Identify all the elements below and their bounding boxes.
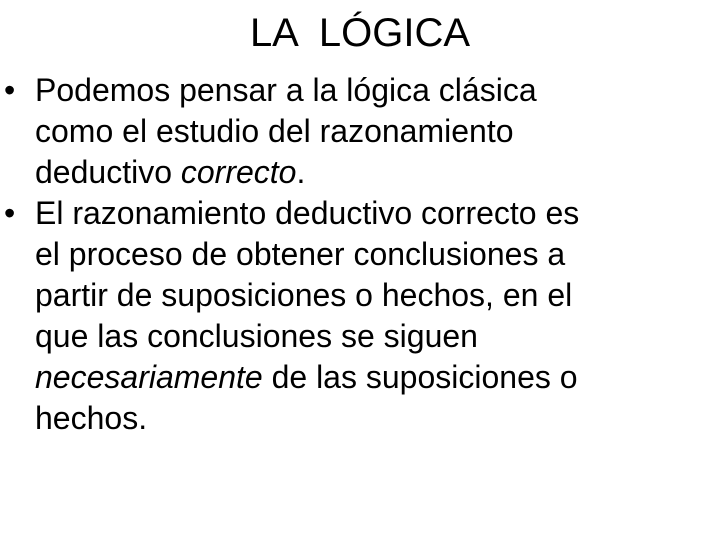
text-run: hechos. [35, 400, 148, 436]
text-run: deductivo [35, 154, 181, 190]
slide-title: LA LÓGICA [249, 11, 471, 55]
bullet-marker: • [4, 72, 16, 108]
text-run: que las conclusiones se siguen [35, 318, 478, 354]
text-run: partir de suposiciones o hechos, en el [35, 277, 573, 313]
bullet-line [35, 316, 720, 357]
bullet-line [35, 193, 720, 234]
bullet-line [35, 70, 720, 111]
text-run: . [296, 154, 306, 190]
bullet-item-2 [0, 193, 720, 439]
bullet-line [35, 357, 720, 398]
bullet-line [35, 234, 720, 275]
text-run: el proceso de obtener conclusiones a [35, 236, 566, 272]
bullet-line [35, 275, 720, 316]
bullet-line [35, 152, 720, 193]
text-run: de las suposiciones o [262, 359, 578, 395]
text-run: Podemos pensar a la lógica clásica [35, 72, 537, 108]
text-run: como el estudio del razonamiento [35, 113, 514, 149]
bullet-item-1 [0, 70, 720, 193]
bullet-marker: • [4, 195, 16, 231]
emphasized-text: correcto [180, 154, 297, 190]
bullet-list [0, 70, 720, 439]
text-run: El razonamiento deductivo correcto es [35, 195, 580, 231]
bullet-line [35, 398, 720, 439]
bullet-line [35, 111, 720, 152]
emphasized-text: necesariamente [35, 359, 263, 395]
